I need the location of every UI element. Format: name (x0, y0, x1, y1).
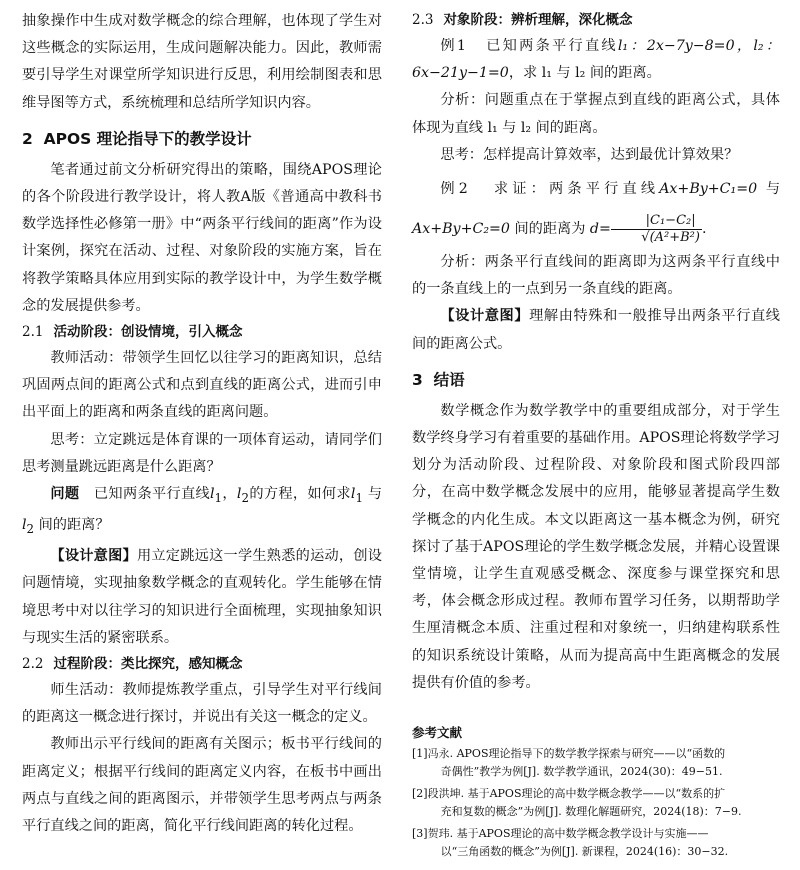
example-2-mid2: 间的距离为 (514, 221, 586, 238)
reference-2-line-2: 充和复数的概念”为例[J]. 数理化解题研究，2024(18)：7−9. (440, 805, 742, 819)
reference-2-line-1: [2]段洪坤. 基于APOS理论的高中数学概念教学——以“数系的扩 (412, 787, 726, 801)
section-3-heading (412, 368, 780, 392)
problem-paragraph (22, 481, 382, 543)
intro-paragraph: 抽象操作中生成对数学概念的综合理解，也体现了学生对这些概念的实际运用，生成问题解决能力。因此，教师需要引导学生对课堂所学知识进行反思，利用绘制图表和思维导图等方式，系统梳理和总结所学知识内容。 (22, 13, 382, 111)
subsection-2-1-number: 2.1 (22, 324, 44, 341)
problem-sep: ， (222, 486, 237, 503)
fraction-numerator: |C₁−C₂| (611, 213, 702, 230)
reference-item (412, 785, 780, 821)
example-2-mid: 与 (765, 181, 781, 198)
distance-fraction (611, 213, 702, 246)
section-3-title: 结语 (433, 370, 465, 389)
line-l1-b: l (350, 486, 356, 503)
subsection-2-2-heading (22, 652, 382, 677)
line-l2: l (236, 486, 242, 503)
analysis-2-paragraph: 分析：两条平行直线间的距离即为这两条平行直线中的一条直线上的一点到另一条直线的距离。 (412, 254, 780, 298)
subsection-2-1-title: 活动阶段：创设情境，引入概念 (53, 324, 243, 341)
example-2-pre: 求证：两条平行直线 (493, 181, 660, 198)
line-l1: l (210, 486, 215, 503)
teacher-student-activity-paragraph: 师生活动：教师提炼教学重点，引导学生对平行线间的距离这一概念进行探讨，并说出有关这一概念的定义。 (22, 681, 382, 726)
teacher-activity-paragraph: 教师活动：带领学生回忆以往学习的距离知识，总结巩固两点间的距离公式和点到直线的距离公式，进而引申出平面上的距离和两条直线的距离问题。 (22, 350, 382, 421)
reference-3-line-1: [3]贺玮. 基于APOS理论的高中数学概念教学设计与实施—— (412, 827, 709, 841)
problem-text-pre: 已知两条平行直线 (93, 486, 210, 503)
example-2-end: . (701, 221, 707, 238)
design-intent-text-2: 理解由特殊和一般推导出两条平行直线间的距离公式。 (412, 308, 780, 352)
think-efficiency-paragraph: 思考：怎样提高计算效率，达到最优计算效果？ (440, 146, 739, 163)
reference-3-line-2: 以“三角函数的概念”为例[J]. 新课程，2024(16)：30−32. (440, 845, 729, 859)
problem-text-mid: 的方程，如何求 (249, 486, 351, 503)
example-2-eq2: Ax+By+C₂=0 (412, 221, 510, 238)
fraction-denominator: √(A²+B²) (641, 229, 700, 245)
design-intent-label-1: 【设计意图】 (50, 548, 137, 565)
section-2-title: APOS 理论指导下的教学设计 (43, 129, 252, 148)
line-l2-b-sub: 2 (26, 521, 35, 536)
left-column (22, 8, 382, 840)
subsection-2-3-heading (412, 8, 780, 33)
section-2-number: 2 (22, 129, 33, 148)
reference-1-line-2: 奇偶性”教学为例[J]. 数学教学通讯，2024(30)：49−51. (440, 765, 723, 779)
problem-text-post: 间的距离？ (38, 517, 110, 534)
example-1-label: 例1 (440, 38, 466, 54)
example-2-d: d= (589, 221, 611, 238)
design-intent-paragraph-1 (22, 543, 382, 652)
subsection-2-3-title: 对象阶段：辨析理解，深化概念 (443, 12, 633, 28)
design-intent-label-2: 【设计意图】 (440, 308, 530, 325)
section-3-number: 3 (412, 370, 423, 389)
subsection-2-2-number: 2.2 (22, 655, 44, 672)
example-1-eq1: l₁：2x−7y−8=0， (617, 38, 754, 54)
reference-item (412, 745, 780, 781)
section-2-paragraph: 笔者通过前文分析研究得出的策略，围绕APOS理论的各个阶段进行教学设计，将人教A版《普通高中教科书数学选择性必修第一册》中“两条平行线间的距离”作为设计案例，探究在活动、过程、对象阶段的实施方案，旨在将教学策略具体应用到实际的教学设计中，为学生数学概念的发展提供参考。 (22, 161, 382, 314)
analysis-1-paragraph: 分析：问题重点在于掌握点到直线的距离公式，具体体现为直线 l₁ 与 l₂ 间的距离。 (412, 92, 780, 136)
line-l2-b: l (22, 517, 27, 534)
reference-item (412, 825, 780, 861)
right-column (412, 8, 780, 865)
example-1-eq2: l₂：6x−21y−1=0 (412, 38, 780, 82)
teacher-show-paragraph: 教师出示平行线间的距离有关图示；板书平行线间的距离定义；根据平行线间的距离定义内容，在板书中画出两点与直线之间的距离图示，并带领学生思考两点与两条平行直线之间的距离，简化平行线间距离的转化过程。 (22, 736, 382, 834)
problem-text-and: 与 (367, 486, 383, 503)
example-2-label: 例2 (440, 181, 468, 198)
section-2-heading (22, 127, 382, 151)
subsection-2-3-number: 2.3 (412, 12, 434, 28)
line-l1-sub: 1 (214, 490, 223, 505)
design-intent-paragraph-2 (412, 303, 780, 357)
problem-label: 问题 (50, 486, 80, 503)
example-2-eq1: Ax+By+C₁=0 (659, 181, 758, 198)
example-2-paragraph (412, 169, 780, 249)
example-1-paragraph (412, 33, 780, 87)
conclusion-paragraph: 数学概念作为数学教学中的重要组成部分，对于学生数学终身学习有着重要的基础作用。APOS理论将数学学习划分为活动阶段、过程阶段、对象阶段和图式阶段四部分，在高中数学概念发展中的应用，能够显著提高学生数学概念的内化生成。本文以距离这一基本概念为例，研究探讨了基于APOS理论的学生数学概念发展，并精心设置课堂情境，让学生直观感受概念、深度参与课堂探究和思考，体会概念形成过程。教师布置学习任务，以期帮助学生厘清概念本质、注重过程和对象统一，归纳建构联系性的知识系统设计策略，从而为提高高中生距离概念的发展提供有价值的参考。 (412, 402, 780, 691)
subsection-2-1-heading (22, 320, 382, 345)
example-1-post: ，求 l₁ 与 l₂ 间的距离。 (508, 65, 661, 82)
line-l2-sub: 2 (241, 490, 249, 505)
reference-1-line-1: [1]冯永. APOS理论指导下的数学教学探索与研究——以“函数的 (412, 747, 726, 761)
subsection-2-2-title: 过程阶段：类比探究，感知概念 (53, 655, 243, 672)
references-title: 参考文献 (412, 725, 463, 741)
example-1-pre: 已知两条平行直线 (486, 38, 618, 54)
line-l1-b-sub: 1 (355, 490, 363, 505)
design-intent-text-1: 用立定跳远这一学生熟悉的运动，创设问题情境，实现抽象数学概念的直观转化。学生能够在情境思考中对以往学习的知识进行全面梳理，实现抽象知识与现实生活的紧密联系。 (22, 548, 382, 646)
think-paragraph: 思考：立定跳远是体育课的一项体育运动，请同学们思考测量跳远距离是什么距离？ (22, 431, 382, 475)
